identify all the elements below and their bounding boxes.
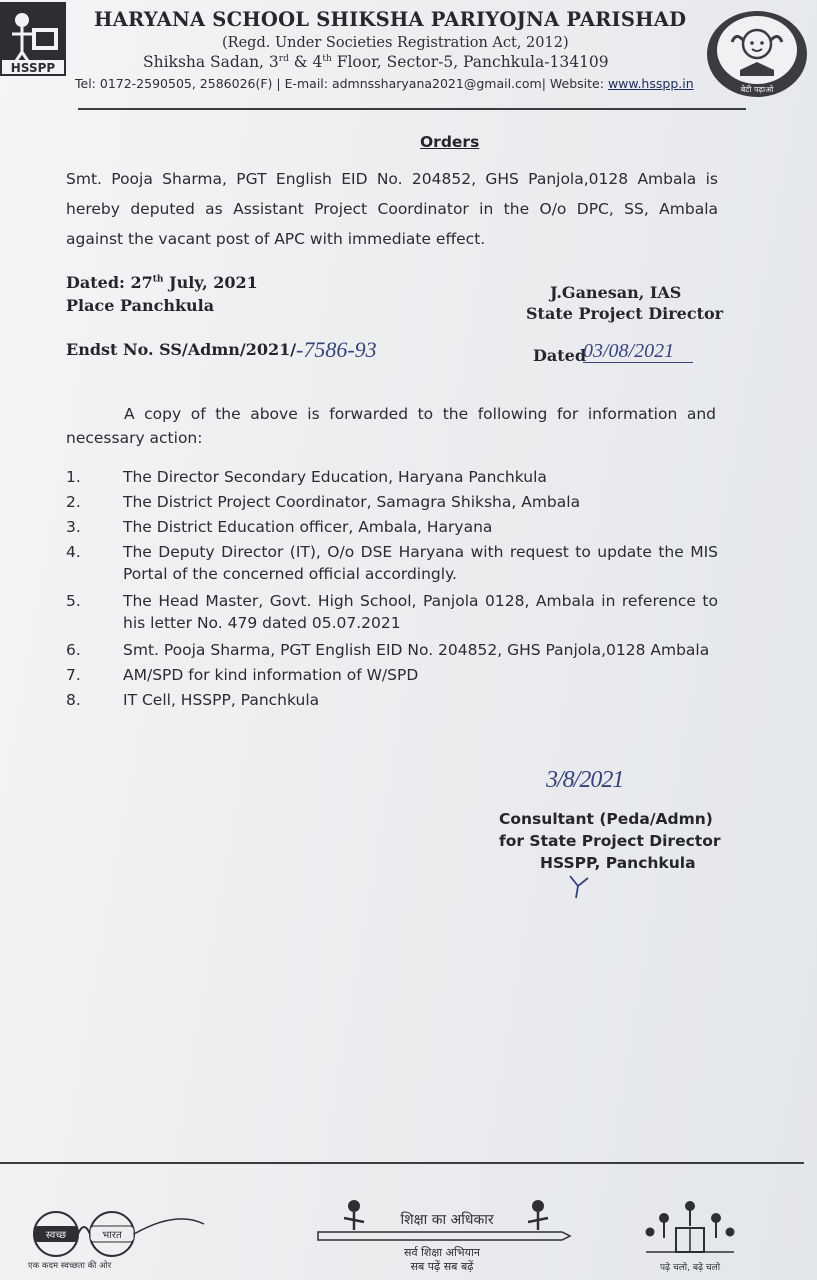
- handwritten-signature: 3/8/2021: [546, 767, 624, 793]
- order-date: Dated: 27th July, 2021: [66, 273, 258, 292]
- signer-office: HSSPP, Panchkula: [540, 854, 696, 872]
- svg-text:भारत: भारत: [102, 1230, 122, 1241]
- list-item: 5. The Head Master, Govt. High School, Panjola 0128, Ambala in reference to his letter No. 479 dated 05.07.2021: [66, 592, 718, 632]
- contact-line: Tel: 0172-2590505, 2586026(F) | E-mail: admnssharyana2021@gmail.com| Website: www.hsspp.in: [75, 76, 694, 91]
- list-item: 7. AM/SPD for kind information of W/SPD: [66, 666, 419, 684]
- list-item: 2. The District Project Coordinator, Samagra Shiksha, Ambala: [66, 493, 581, 511]
- svg-text:HSSPP: HSSPP: [10, 61, 56, 75]
- list-item: 3. The District Education officer, Ambala, Haryana: [66, 518, 493, 536]
- list-item: 6. Smt. Pooja Sharma, PGT English EID No. 204852, GHS Panjola,0128 Ambala: [66, 641, 710, 659]
- list-item: 1. The Director Secondary Education, Haryana Panchkula: [66, 468, 547, 486]
- signatory-name: J.Ganesan, IAS: [550, 283, 682, 302]
- endst-handwritten-number: -7586-93: [296, 337, 377, 362]
- svg-text:एक कदम स्वच्छता की ओर: एक कदम स्वच्छता की ओर: [28, 1261, 112, 1271]
- svg-text:स्वच्छ: स्वच्छ: [45, 1230, 67, 1241]
- shiksha-ka-adhikar-logo: [312, 1192, 572, 1276]
- address-line: Shiksha Sadan, 3rd & 4th Floor, Sector-5, Panchkula-134109: [143, 53, 609, 71]
- swachh-bharat-logo: [26, 1206, 206, 1272]
- hsspp-logo: [0, 2, 68, 76]
- svg-text:शिक्षा का अधिकार: शिक्षा का अधिकार: [400, 1212, 494, 1228]
- recipient-list: [66, 466, 718, 711]
- footer-divider: [0, 1162, 804, 1164]
- org-name: HARYANA SCHOOL SHIKSHA PARIYOJNA PARISHAD: [94, 8, 687, 31]
- order-place: Place Panchkula: [66, 296, 215, 315]
- website-link[interactable]: www.hsspp.in: [607, 76, 694, 91]
- orders-heading: Orders: [420, 133, 480, 151]
- signer-title: Consultant (Peda/Admn): [499, 810, 713, 828]
- header-divider: [78, 108, 746, 110]
- padhe-chalo-logo: [636, 1192, 744, 1276]
- svg-text:सर्व शिक्षा अभियान: सर्व शिक्षा अभियान: [404, 1246, 480, 1259]
- registration-line: (Regd. Under Societies Registration Act, 2012): [222, 35, 569, 51]
- handwritten-initial: [566, 872, 594, 900]
- svg-text:सब पढ़ें सब बढ़ें: सब पढ़ें सब बढ़ें: [410, 1260, 474, 1273]
- signer-authority: for State Project Director: [499, 832, 721, 850]
- beti-padhao-logo: [706, 10, 808, 98]
- svg-text:बेटी पढ़ाओ: बेटी पढ़ाओ: [740, 85, 774, 94]
- list-item: 4. The Deputy Director (IT), O/o DSE Haryana with request to update the MIS Portal of the concerned official accordingly.: [66, 543, 718, 583]
- list-item: 8. IT Cell, HSSPP, Panchkula: [66, 691, 320, 709]
- signatory-designation: State Project Director: [526, 304, 724, 323]
- endst-handwritten-date: 03/08/2021: [583, 340, 693, 363]
- endst-dated-label: Dated: [533, 346, 586, 365]
- svg-text:पढ़े चलो, बढ़े चलो: पढ़े चलो, बढ़े चलो: [659, 1263, 721, 1273]
- copy-forward-paragraph: A copy of the above is forwarded to the following for information and necessary action:: [66, 405, 716, 447]
- order-paragraph: Smt. Pooja Sharma, PGT English EID No. 204852, GHS Panjola,0128 Ambala is hereby deputed as Assistant Project Coordinator in the O/o DPC, SS, Ambala against the vacant post of APC with immediate effect.: [66, 170, 718, 248]
- endst-number: Endst No. SS/Admn/2021/: [66, 340, 297, 359]
